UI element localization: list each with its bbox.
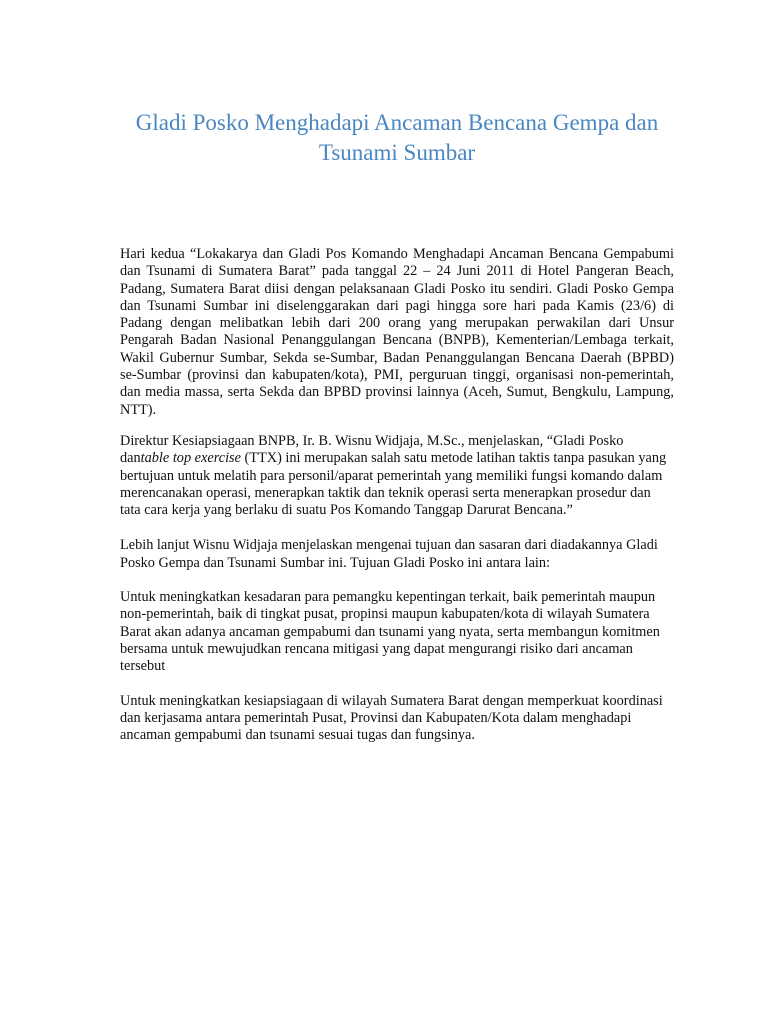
- paragraph-4: Untuk meningkatkan kesadaran para pemangku kepentingan terkait, baik pemerintah maupun non-pemerintah, baik di tingkat pusat, propinsi maupun kabupaten/kota di wilayah Sumatera Barat akan adanya ancaman gempabumi dan tsunami yang nyata, serta membangun komitmen bersama untuk mewujudkan rencana mitigasi yang dapat mengurangi risiko dari ancaman tersebut: [120, 589, 660, 675]
- document-body: [120, 246, 674, 744]
- paragraph-2-part-1: Direktur Kesiapsiagaan BNPB, Ir. B. Wisnu Widjaja, M.Sc., menjelaskan, “Gladi Posko dan: [120, 432, 624, 467]
- paragraph-1: Hari kedua “Lokakarya dan Gladi Pos Komando Menghadapi Ancaman Bencana Gempabumi dan Tsunami di Sumatera Barat” pada tanggal 22 – 24 Juni 2011 di Hotel Pangeran Beach, Padang, Sumatera Barat diisi dengan pelaksanaan Gladi Posko itu sendiri. Gladi Posko Gempa dan Tsunami Sumbar ini diselenggarakan dari pagi hingga sore hari pada Kamis (23/6) di Padang dengan melibatkan lebih dari 200 orang yang merupakan perwakilan dari Unsur Pengarah Badan Nasional Penanggulangan Bencana (BNPB), Kementerian/Lembaga terkait, Wakil Gubernur Sumbar, Sekda se-Sumbar, Badan Penanggulangan Bencana Daerah (BPBD) se-Sumbar (provinsi dan kabupaten/kota), PMI, perguruan tinggi, organisasi non-pemerintah, dan media massa, serta Sekda dan BPBD provinsi lainnya (Aceh, Sumut, Bengkulu, Lampung, NTT).: [120, 246, 674, 418]
- paragraph-2-italic-term: table top exercise: [140, 450, 241, 467]
- paragraph-2-part-2: (TTX) ini merupakan salah satu metode latihan taktis tanpa pasukan yang bertujuan untuk melatih para personil/aparat pemerintah yang memiliki fungsi komando dalam merencanakan operasi, menerapkan taktik dan teknik operasi serta menerapkan prosedur dan tata cara kerja yang berlaku di suatu Pos Komando Tanggap Darurat Bencana.”: [120, 450, 667, 519]
- paragraph-5: Untuk meningkatkan kesiapsiagaan di wilayah Sumatera Barat dengan memperkuat koordinasi dan kerjasama antara pemerintah Pusat, Provinsi dan Kabupaten/Kota dalam menghadapi ancaman gempabumi dan tsunami sesuai tugas dan fungsinya.: [120, 692, 663, 744]
- document-title: Gladi Posko Menghadapi Ancaman Bencana Gempa dan Tsunami Sumbar: [135, 110, 659, 165]
- paragraph-2: [120, 433, 674, 519]
- paragraph-3: Lebih lanjut Wisnu Widjaja menjelaskan mengenai tujuan dan sasaran dari diadakannya Gladi Posko Gempa dan Tsunami Sumbar ini. Tujuan Gladi Posko ini antara lain:: [120, 537, 658, 571]
